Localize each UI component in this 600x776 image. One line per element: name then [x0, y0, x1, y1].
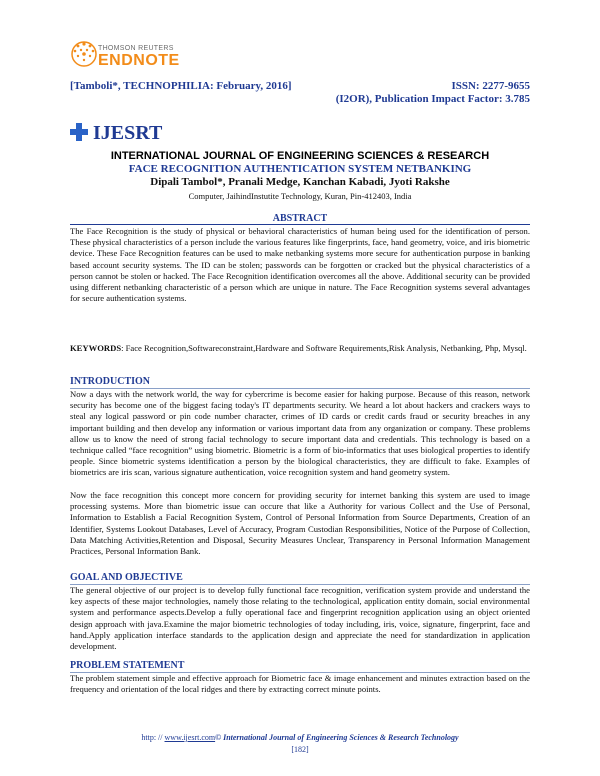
- product-name: ENDNOTE: [98, 52, 180, 69]
- page-number: [182]: [291, 745, 309, 754]
- keywords-text: : Face Recognition,Softwareconstraint,Hardware and Software Requirements,Risk Analysis, Netbanking, Php, Mysql.: [121, 343, 527, 353]
- problem-heading: PROBLEM STATEMENT: [70, 660, 185, 671]
- plus-icon: [69, 122, 89, 142]
- footer-prefix: http: //: [141, 733, 165, 742]
- affiliation: Computer, JaihindInstutite Technology, Kuran, Pin-412403, India: [188, 191, 412, 201]
- paper-title: FACE RECOGNITION AUTHENTICATION SYSTEM NETBANKING: [128, 163, 472, 175]
- keywords: [70, 343, 530, 354]
- issn: ISSN: 2277-9655: [451, 80, 530, 92]
- footer-copyright: © International Journal of Engineering Sciences & Research Technology: [215, 733, 459, 742]
- keywords-label: KEYWORDS: [70, 343, 122, 353]
- journal-full-name: INTERNATIONAL JOURNAL OF ENGINEERING SCIENCES & RESEARCH: [110, 150, 490, 162]
- abstract-body: The Face Recognition is the study of physical or behavioral characteristics of human being used for the identification of person. These physical characteristics of a person include the various features like fingerprints, face, hand geometry, voice, and iris biometric device. These Face Recognition features can be used to make netbanking systems more secure for authentication purpose in banking based account security systems. The ID can be stolen; passwords can be forgotten or cracked but the physical characteristics of a person cannot be stolen or hacked. The Face Recognition identification overcomes all the above. Additional security can be provided using different netbanking characteristic of a person which are unique in nature. The Face Recognition systems several advantages for secure authentication systems.: [70, 226, 530, 304]
- impact-factor: (I2OR), Publication Impact Factor: 3.785: [335, 93, 530, 105]
- introduction-paragraph-2: Now the face recognition this concept more concern for providing security for internet banking this system are used to image processing systems. More than biometric issue can occure that like a Authority for various Collect and the Use of Personal, Information to Establish a Facial Recognition System, Control of Personal Information from Source Departments, Creation of an Identifier, Systems Lookout Databases, Level of Accuracy, Program Custodian Responsibilities, Notice of the Purpose of Collection, Data Matching Activities,Retention and Disposal, Security Measures Unclear, Transparency in Personal Information Management Practices, Personal Information Bank.: [70, 490, 530, 557]
- goal-heading: GOAL AND OBJECTIVE: [70, 572, 183, 583]
- footer: [70, 733, 530, 742]
- introduction-paragraph-1: Now a days with the network world, the way for cybercrime is become easier for haking purpose. Because of this reason, network security has become one of the biggest facing today's IT departments security. We heard a lot about hackers and crackers ways to steal any logical password or pin code number character, crimes of ID cards or credit cards fraud or security breaches in any important building and then develop any information or various important data from any organization or company. These problems allow us to know the need of strong facial technology to secure important data and credentials. This technology is based on a technique called “face recognition” using biometric. Biometric is a form of bio-informatics that uses biological properties to identify people. Since biometric systems identification a person by the biological characteristics, they are difficult to fake. Examples of biometrics are iris scan, various signature authentication, voice recognition system and hand geometry system.: [70, 389, 530, 478]
- header-issn: [336, 80, 530, 106]
- endnote-logo: [70, 40, 190, 70]
- header-citation: [Tamboli*, TECHNOPHILIA: February, 2016]: [70, 80, 292, 92]
- abstract-divider: [70, 224, 530, 225]
- goal-body: The general objective of our project is to develop fully functional face recognition, verification system provide and understand the key aspects of these major technologies, namely those relating to the technological, application entity domain, social environmental system and performance aspects.Develop a fully operational face and fingerprint recognition application using an object oriented design approach with java.Examine the major biometric technologies of today including, iris, voice, signature, fingerprint, face and hand.Apply application interface standards to the application design and appreciate the need for standardization in application development.: [70, 585, 530, 652]
- abstract-heading: ABSTRACT: [272, 213, 328, 224]
- authors: Dipali Tambol*, Pranali Medge, Kanchan Kabadi, Jyoti Rakshe: [150, 176, 450, 188]
- publisher-name: THOMSON REUTERS: [98, 45, 174, 52]
- journal-short-name: IJESRT: [93, 122, 163, 144]
- introduction-heading: INTRODUCTION: [70, 376, 151, 387]
- globe-icon: [70, 40, 98, 68]
- footer-link[interactable]: www.ijesrt.com: [164, 733, 216, 742]
- problem-body: The problem statement simple and effective approach for Biometric face & image enhancement and minutes extraction based on the frequency and orientation of the local ridges and there by extracting correct minute points.: [70, 673, 530, 695]
